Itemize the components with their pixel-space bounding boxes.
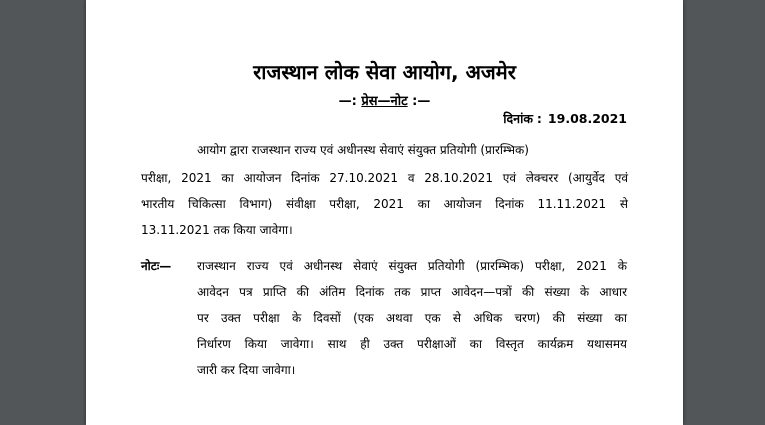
paragraph-line: 13.11.2021 तक किया जावेगा। <box>141 223 293 237</box>
date-value: 19.08.2021 <box>547 111 627 126</box>
subtitle-prefix: —: <box>338 94 362 109</box>
note-line: निर्धारण किया जावेगा। साथ ही उक्त परीक्षाओं का विस्तृत कार्यक्रम यथासमय <box>197 337 627 351</box>
note-line: जारी कर दिया जावेगा। <box>197 363 296 377</box>
paragraph-line: आयोग द्वारा राजस्थान राज्य एवं अधीनस्थ सेवाएं संयुक्त प्रतियोगी (प्रारम्भिक) <box>197 143 529 157</box>
note-label: नोटः— <box>141 259 172 273</box>
document-page <box>86 0 683 425</box>
date-label: दिनांक <box>503 111 533 126</box>
paragraph-line: परीक्षा, 2021 का आयोजन दिनांक 27.10.2021 व 28.10.2021 एवं लेक्चरर (आयुर्वेद एवं <box>141 171 628 185</box>
date-colon: : <box>536 111 542 126</box>
note-line: राजस्थान राज्य एवं अधीनस्थ सेवाएं संयुक्त प्रतियोगी (प्रारम्भिक) परीक्षा, 2021 के <box>197 259 627 273</box>
paragraph-line: भारतीय चिकित्सा विभाग) संवीक्षा परीक्षा, 2021 का आयोजन दिनांक 11.11.2021 से <box>141 197 628 211</box>
date-row <box>503 110 627 127</box>
document-subtitle <box>86 91 683 109</box>
note-line: पर उक्त परीक्षा के दिवसों (एक अथवा एक से अधिक चरण) की संख्या का <box>197 311 627 325</box>
subtitle-suffix: :— <box>407 94 431 109</box>
document-title: राजस्थान लोक सेवा आयोग, अजमेर <box>253 60 516 84</box>
subtitle-main: प्रेस—नोट <box>361 94 408 109</box>
note-line: आवेदन पत्र प्राप्ति की अंतिम दिनांक तक प्राप्त आवेदन—पत्रों की संख्या के आधार <box>197 285 627 299</box>
